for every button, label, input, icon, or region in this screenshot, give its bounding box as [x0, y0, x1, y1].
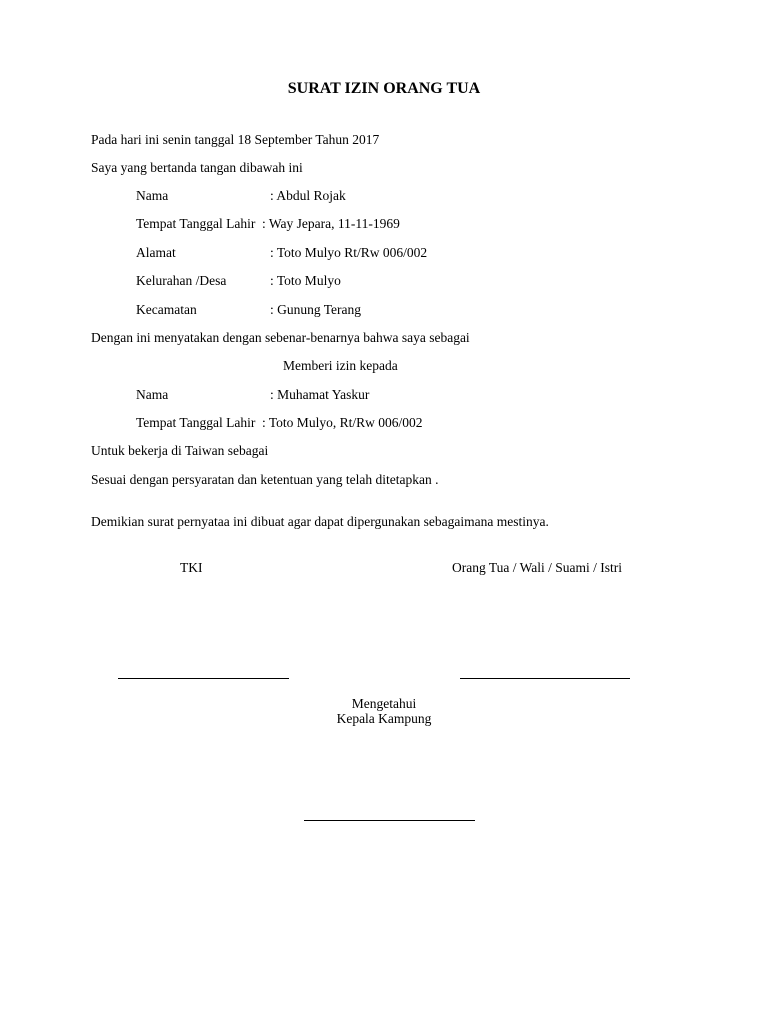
- acknowledge-title: Kepala Kampung: [336, 711, 432, 726]
- statement-text: Dengan ini menyatakan dengan sebenar-benarnya bahwa saya sebagai: [91, 330, 470, 345]
- parent-kecamatan-label: Kecamatan: [136, 302, 197, 317]
- parent-nama-label: Nama: [136, 188, 169, 203]
- signature-line-village-head: [304, 820, 475, 821]
- intro-signer-text: Saya yang bertanda tangan dibawah ini: [91, 160, 303, 175]
- document-title: SURAT IZIN ORANG TUA: [287, 80, 481, 97]
- parent-kelurahan-label: Kelurahan /Desa: [136, 273, 227, 288]
- conditions-text: Sesuai dengan persyaratan dan ketentuan yang telah ditetapkan .: [91, 472, 439, 487]
- parent-kecamatan-value: : Gunung Terang: [270, 302, 362, 317]
- parent-kelurahan-value: : Toto Mulyo: [270, 273, 341, 288]
- child-ttl-value: : Toto Mulyo, Rt/Rw 006/002: [262, 415, 423, 430]
- signature-label-tki: TKI: [180, 560, 203, 575]
- acknowledge-label: Mengetahui: [351, 696, 417, 711]
- signature-line-parent: [460, 678, 630, 679]
- closing-text: Demikian surat pernyataa ini dibuat agar dapat dipergunakan sebagaimana mestinya.: [91, 514, 549, 529]
- signature-label-parent: Orang Tua / Wali / Suami / Istri: [452, 560, 623, 575]
- intro-date-text: Pada hari ini senin tanggal 18 September Tahun 2017: [91, 132, 380, 147]
- parent-ttl-label: Tempat Tanggal Lahir: [136, 216, 256, 231]
- parent-alamat-label: Alamat: [136, 245, 176, 260]
- parent-ttl-value: : Way Jepara, 11-11-1969: [262, 216, 400, 231]
- signature-line-tki: [118, 678, 289, 679]
- purpose-text: Untuk bekerja di Taiwan sebagai: [91, 443, 269, 458]
- grant-heading: Memberi izin kepada: [283, 358, 398, 373]
- parent-alamat-value: : Toto Mulyo Rt/Rw 006/002: [270, 245, 428, 260]
- child-ttl-label: Tempat Tanggal Lahir: [136, 415, 256, 430]
- child-nama-value: : Muhamat Yaskur: [270, 387, 370, 402]
- parent-nama-value: : Abdul Rojak: [270, 188, 346, 203]
- child-nama-label: Nama: [136, 387, 169, 402]
